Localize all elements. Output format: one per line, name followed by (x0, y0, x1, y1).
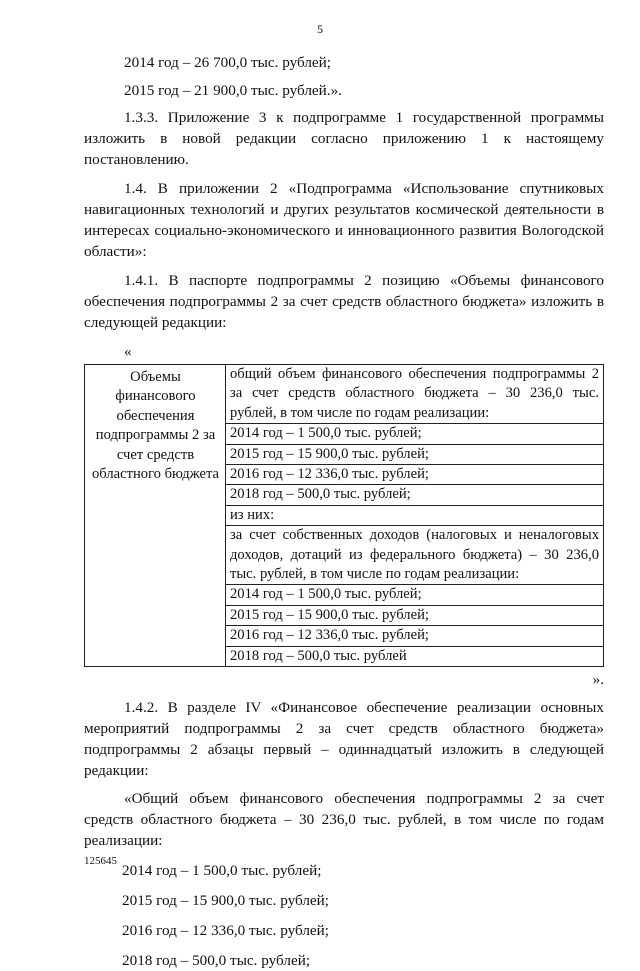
line-2014: 2014 год – 1 500,0 тыс. рублей; (122, 862, 322, 880)
page-number: 5 (317, 22, 323, 36)
document-body (84, 52, 604, 971)
paragraph-1-4-2: 1.4.2. В разделе IV «Финансовое обеспечение реализации основных мероприятий подпрограммы 2 за счет средств областного бюджета» подпрограммы 2 абзацы первый – одиннадцатый изложить в следующей редакции: (84, 699, 604, 780)
paragraph-1-3-3: 1.3.3. Приложение 3 к подпрограмме 1 государственной программы изложить в новой редакции согласно приложению 1 к настоящему постановлению. (84, 109, 604, 168)
table-line-of-which: из них: (226, 506, 603, 526)
line-2015: 2015 год – 15 900,0 тыс. рублей; (122, 892, 330, 910)
table-line-own-revenue: за счет собственных доходов (налоговых и неналоговых доходов, дотаций из федерального бюджета) – 30 236,0 тыс. рублей, в том числе по годам реализации: (226, 526, 603, 585)
table-row (85, 365, 604, 667)
quote-open-mark: « (124, 343, 132, 360)
quote-close-mark: ». (592, 671, 604, 689)
table-left-cell: Объемы финансового обеспечения подпрограммы 2 за счет средств областного бюджета (85, 365, 226, 667)
line-2018: 2018 год – 500,0 тыс. рублей; (122, 952, 311, 970)
paragraph-1-4: 1.4. В приложении 2 «Подпрограмма «Использование спутниковых навигационных технологий и других результатов космической деятельности в интересах социально-экономического и инновационного развития Вологодской области»: (84, 180, 604, 260)
table-line-2014: 2014 год – 1 500,0 тыс. рублей; (226, 424, 603, 444)
document-code: 125645 (84, 855, 117, 867)
line-2016: 2016 год – 12 336,0 тыс. рублей; (122, 922, 330, 940)
table-line-2018: 2018 год – 500,0 тыс. рублей; (226, 485, 603, 505)
table-line-2016: 2016 год – 12 336,0 тыс. рублей; (226, 465, 603, 485)
table-right-cell (226, 365, 604, 667)
table-line-own-2014: 2014 год – 1 500,0 тыс. рублей; (226, 585, 603, 605)
table-line-own-2016: 2016 год – 12 336,0 тыс. рублей; (226, 626, 603, 646)
passport-table (84, 364, 604, 667)
table-line-total: общий объем финансового обеспечения подпрограммы 2 за счет средств областного бюджета – 30 236,0 тыс. рублей, в том числе по годам реализации: (226, 365, 603, 424)
table-line-own-2015: 2015 год – 15 900,0 тыс. рублей; (226, 606, 603, 626)
paragraph-total-amount: «Общий объем финансового обеспечения подпрограммы 2 за счет средств областного бюджета – 30 236,0 тыс. рублей, в том числе по годам реализации: (84, 790, 604, 850)
paragraph-1-4-1: 1.4.1. В паспорте подпрограммы 2 позицию «Объемы финансового обеспечения подпрограммы 2 за счет средств областного бюджета» изложить в следующей редакции: (84, 272, 604, 331)
line-2014-prev: 2014 год – 26 700,0 тыс. рублей; (124, 54, 332, 71)
line-2015-prev: 2015 год – 21 900,0 тыс. рублей.». (124, 82, 342, 99)
table-line-2015: 2015 год – 15 900,0 тыс. рублей; (226, 445, 603, 465)
table-line-own-2018: 2018 год – 500,0 тыс. рублей (230, 647, 407, 664)
